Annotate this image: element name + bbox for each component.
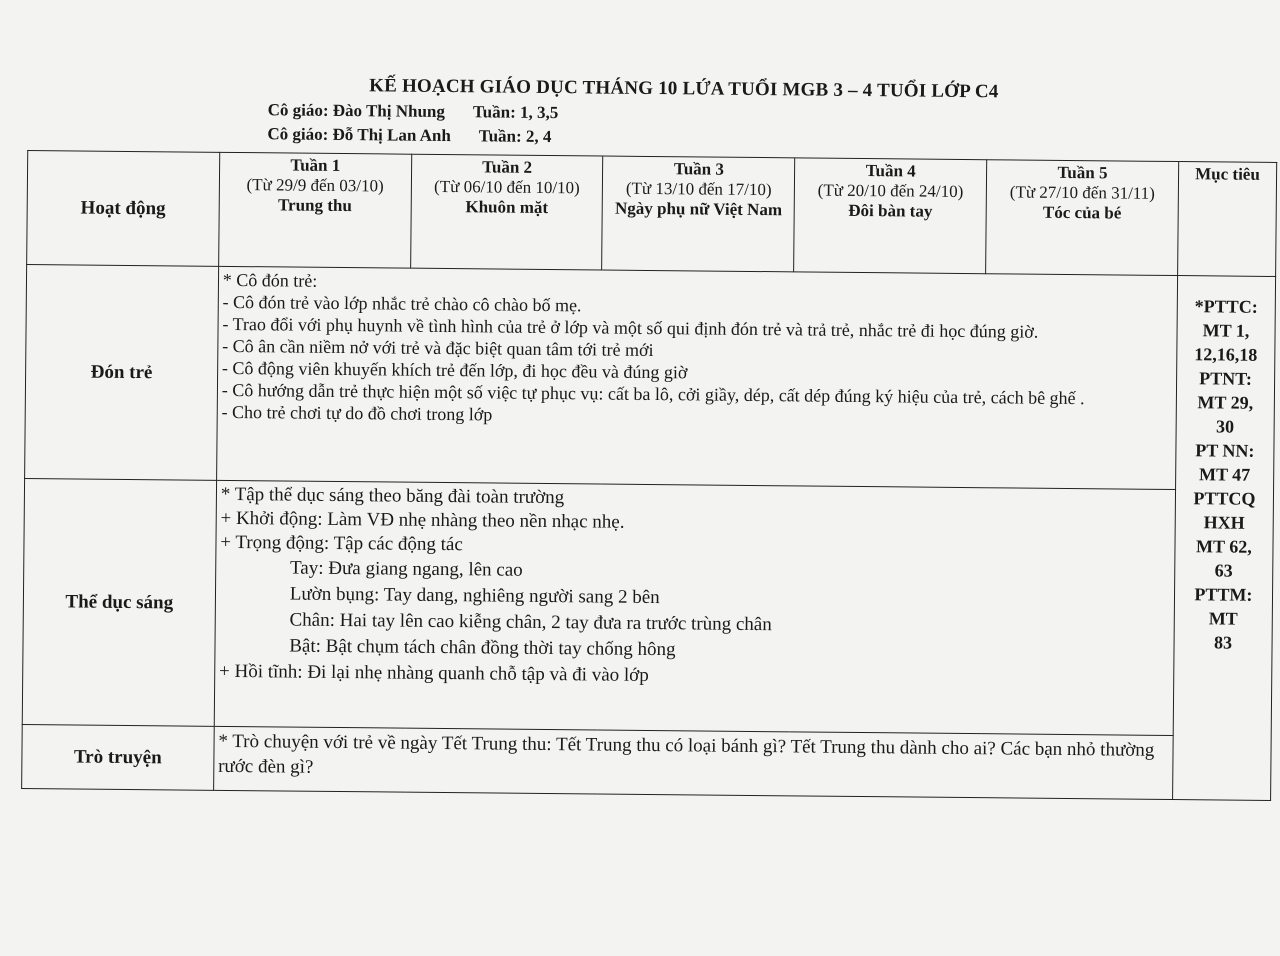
exercise-line: Chân: Hai tay lên cao kiễng chân, 2 tay đưa ra trước trùng chân — [289, 609, 772, 636]
text-line: - Cho trẻ chơi tự do đồ chơi trong lớp — [221, 401, 493, 425]
goal-line: PTTCQ — [1193, 488, 1256, 509]
goal-line: MT 1, — [1202, 320, 1250, 341]
week-name: Tuần 5 — [1057, 162, 1108, 183]
teacher-name: Cô giáo: Đỗ Thị Lan Anh — [267, 124, 451, 146]
row-the-duc — [22, 478, 1273, 736]
week-range: (Từ 20/10 đến 24/10) — [817, 180, 964, 201]
page-title: KẾ HOẠCH GIÁO DỤC THÁNG 10 LỨA TUỔI MGB 3 – 4 TUỔI LỚP C4 — [369, 75, 999, 103]
text-line: * Cô đón trẻ: — [222, 269, 318, 291]
week-theme: Tóc của bé — [1042, 202, 1122, 223]
plan-table — [21, 150, 1277, 801]
text-line: + Trọng động: Tập các động tác — [220, 531, 463, 556]
goal-line: 12,16,18 — [1194, 344, 1258, 365]
week-name: Tuần 3 — [673, 159, 725, 179]
goals-cell — [1172, 276, 1275, 801]
text-line: * Trò chuyện với trẻ về ngày Tết Trung thu: Tết Trung thu có loại bánh gì? Tết Trung thu dành cho ai? Các bạn nhỏ thường rước đèn gì? — [218, 730, 1155, 778]
teacher-name: Cô giáo: Đào Thị Nhung — [267, 100, 446, 122]
goal-line: 83 — [1213, 632, 1233, 653]
text-line: + Khởi động: Làm VĐ nhẹ nhàng theo nền nhạc nhẹ. — [220, 507, 625, 533]
week-header-4 — [794, 158, 987, 274]
title-block — [28, 72, 1280, 106]
goal-line: 30 — [1215, 416, 1235, 437]
exercise-line: Bật: Bật chụm tách chân đồng thời tay chống hông — [289, 635, 676, 661]
exercise-line: Lườn bụng: Tay dang, nghiêng người sang 2 bên — [289, 583, 660, 609]
week-range: (Từ 13/10 đến 17/10) — [625, 178, 772, 200]
row-label: Trò truyện — [22, 724, 214, 790]
goal-line: HXH — [1203, 512, 1245, 533]
text-line: - Cô đón trẻ vào lớp nhắc trẻ chào cô chào bố mẹ. — [222, 291, 582, 316]
week-name: Tuần 2 — [482, 157, 533, 177]
text-line: + Hồi tĩnh: Đi lại nhẹ nhàng quanh chỗ tập và đi vào lớp — [218, 660, 649, 686]
week-name: Tuần 1 — [290, 155, 341, 176]
goals-header: Mục tiêu — [1177, 162, 1276, 277]
activity-header: Hoạt động — [27, 151, 220, 267]
week-theme: Khuôn mặt — [465, 197, 549, 217]
goal-line: PTTM: — [1194, 584, 1253, 605]
row-content — [216, 266, 1177, 489]
row-label: Đón trẻ — [25, 264, 219, 480]
row-content — [214, 480, 1175, 735]
goal-line: MT 29, — [1197, 392, 1254, 413]
header-row — [27, 151, 1277, 277]
text-line: * Tập thể dục sáng theo băng đài toàn trường — [220, 483, 565, 509]
row-tro-truyen — [22, 724, 1272, 800]
teacher-weeks: Tuần: 2, 4 — [478, 126, 552, 147]
goal-line: PTNT: — [1199, 368, 1252, 389]
goal-line: PT NN: — [1195, 440, 1255, 461]
text-line: - Cô động viên khuyến khích trẻ đến lớp, đi học đều và đúng giờ — [221, 357, 688, 383]
week-range: (Từ 27/10 đến 31/11) — [1009, 182, 1155, 203]
goal-line: 63 — [1214, 560, 1233, 581]
goal-line: *PTTC: — [1194, 296, 1258, 317]
week-theme: Trung thu — [277, 195, 352, 216]
row-content — [213, 726, 1173, 799]
text-line: - Cô hướng dẫn trẻ thực hiện một số việc tự phục vụ: cất ba lô, cởi giầy, dép, cất dép đúng ký hiệu của trẻ, cách bê ghế . — [221, 379, 1085, 409]
teacher-line-2 — [267, 124, 1279, 154]
exercise-line: Tay: Đưa giang ngang, lên cao — [289, 557, 523, 581]
week-range: (Từ 29/9 đến 03/10) — [246, 175, 384, 196]
goal-line: MT — [1208, 608, 1238, 629]
week-theme: Ngày phụ nữ Việt Nam — [614, 198, 783, 220]
plan-sheet — [27, 72, 1280, 778]
week-range: (Từ 06/10 đến 10/10) — [434, 176, 580, 198]
text-line: - Cô ân cần niềm nở với trẻ và đặc biệt quan tâm tới trẻ mới — [222, 335, 654, 361]
week-header-2 — [410, 154, 603, 270]
teacher-weeks: Tuần: 1, 3,5 — [472, 102, 559, 123]
goal-line: MT 47 — [1198, 464, 1251, 485]
text-line: - Trao đổi với phụ huynh về tình hình của trẻ ở lớp và một số qui định đón trẻ và trả trẻ, nhắc trẻ đi học đúng giờ. — [222, 313, 1039, 342]
week-header-1 — [218, 152, 411, 268]
week-theme: Đôi bàn tay — [848, 200, 933, 221]
week-name: Tuần 4 — [865, 161, 916, 181]
week-header-5 — [986, 160, 1179, 276]
week-header-3 — [602, 156, 795, 272]
goal-line: MT 62, — [1195, 536, 1252, 557]
row-label: Thể dục sáng — [22, 478, 216, 726]
row-don-tre — [25, 264, 1276, 490]
